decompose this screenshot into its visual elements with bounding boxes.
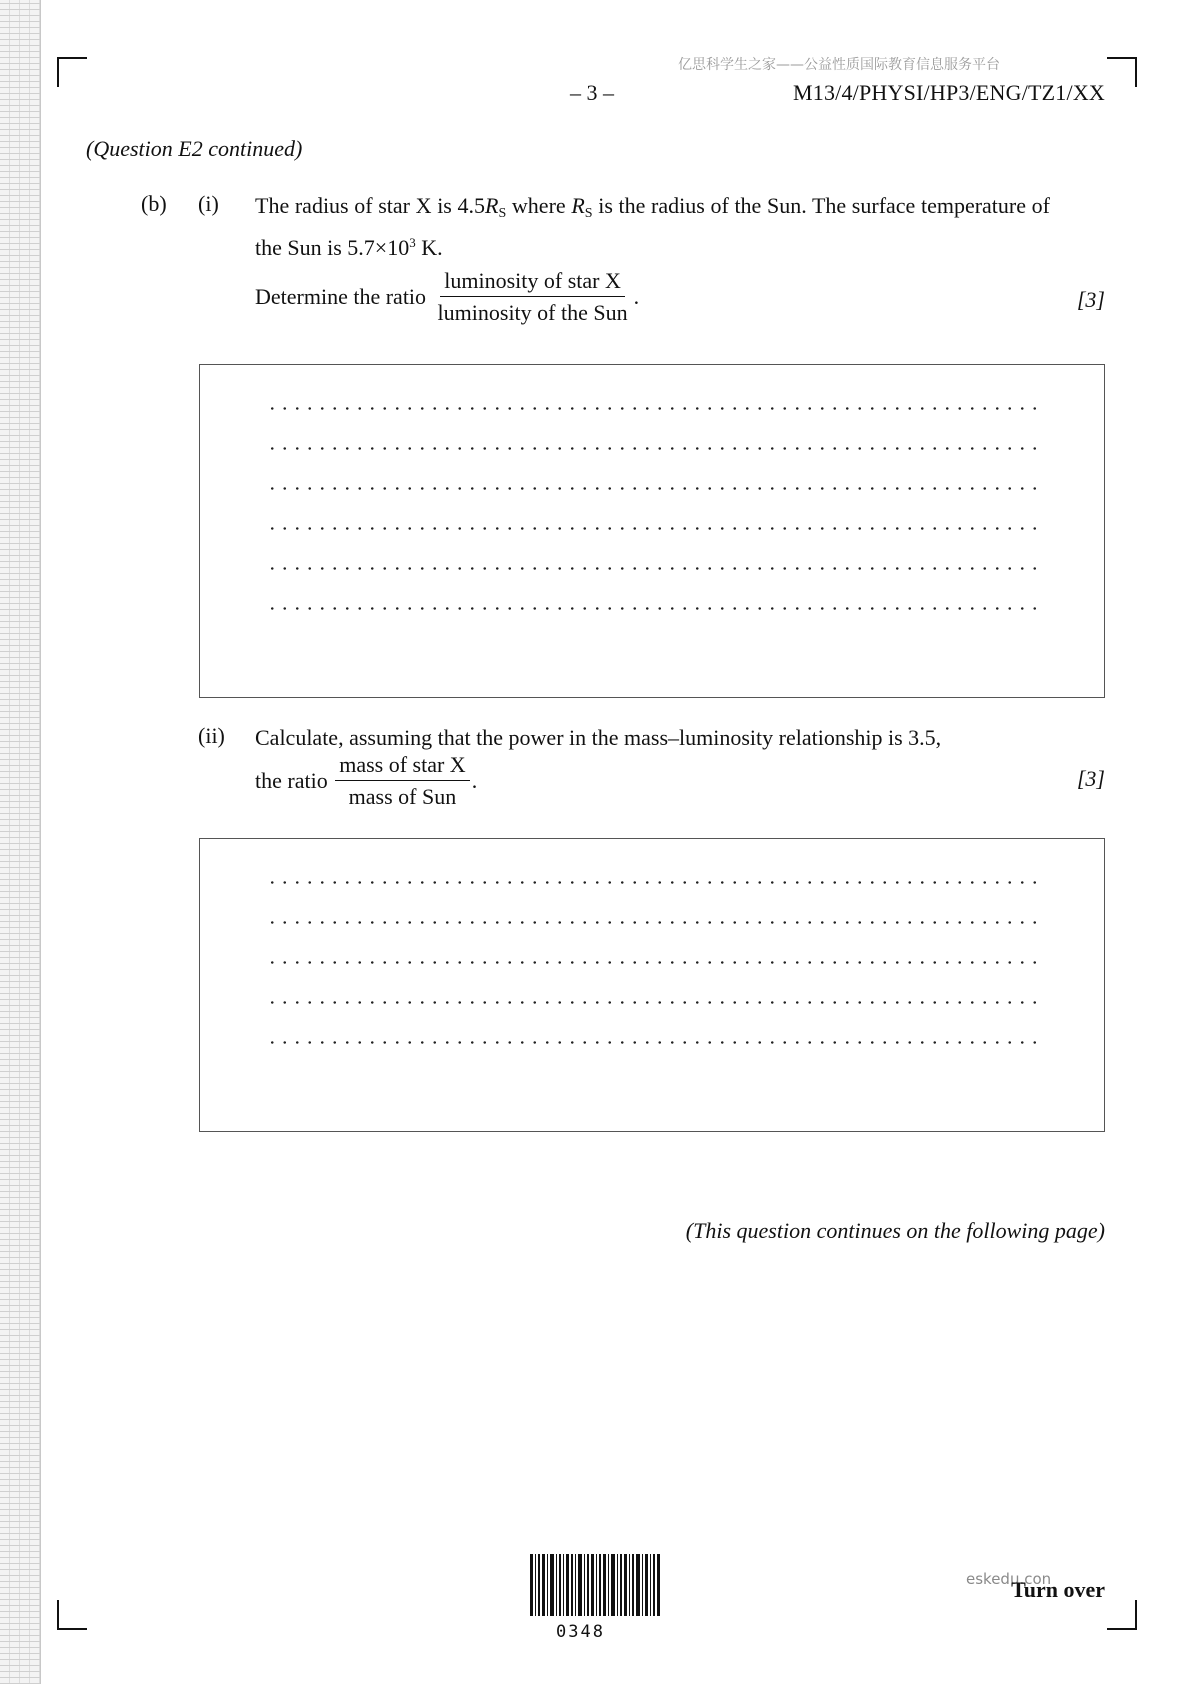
sub-ii-question-text: Calculate, assuming that the power in the mass–luminosity relationship is 3.5,	[255, 725, 942, 750]
answer-line[interactable]	[266, 1001, 1042, 1004]
sub-i-ratio-prompt: Determine the ratio $\frac{\text{luminosity of star X}}{\text{luminosity of the Sun}}$ .	[255, 268, 640, 325]
sub-ii-label: (ii)	[198, 723, 225, 748]
sub-ii-ratio-prompt: the ratio $\frac{\text{mass of star X}}{\text{mass of Sun}}$ .	[255, 752, 478, 809]
answer-line[interactable]	[266, 1041, 1042, 1044]
turn-over-label: Turn over	[1011, 1577, 1105, 1602]
question-continued-label: (Question E2 continued)	[86, 136, 303, 161]
footer-watermark: eskedu.con	[966, 1570, 1052, 1588]
page-number: – 3 –	[570, 80, 614, 105]
crop-mark-bottom-right	[1107, 1600, 1137, 1630]
answer-line[interactable]	[266, 607, 1042, 610]
answer-line[interactable]	[266, 487, 1042, 490]
answer-line[interactable]	[266, 921, 1042, 924]
crop-mark-top-left	[57, 57, 87, 87]
luminosity-numerator: luminosity of star X	[440, 268, 625, 297]
crop-mark-bottom-left	[57, 1600, 87, 1630]
sub-i-question-text: The radius of star X is $4.5R_S$ where $R_S$ is the radius of the Sun. The surface temperature of the Sun is $5.7\times 10^3$ K.	[255, 193, 1050, 260]
radius-symbol: R	[485, 193, 499, 218]
header-watermark: 亿思科学生之家——公益性质国际教育信息服务平台	[678, 57, 1000, 73]
part-b-label: (b)	[141, 191, 167, 216]
answer-line[interactable]	[266, 567, 1042, 570]
answer-line[interactable]	[266, 961, 1042, 964]
answer-line[interactable]	[266, 407, 1042, 410]
sub-i-marks: [3]	[1076, 287, 1105, 312]
luminosity-fraction	[434, 268, 632, 326]
scan-edge-strip	[0, 0, 41, 1684]
answer-line[interactable]	[266, 881, 1042, 884]
barcode-number: 0348	[556, 1622, 605, 1642]
answer-line[interactable]	[266, 527, 1042, 530]
answer-line[interactable]	[266, 447, 1042, 450]
barcode	[530, 1554, 662, 1616]
mass-fraction	[335, 752, 469, 810]
answer-box-i[interactable]	[199, 364, 1105, 698]
answer-box-ii[interactable]	[199, 838, 1105, 1132]
sub-ii-marks: [3]	[1076, 766, 1105, 791]
sub-i-label: (i)	[198, 191, 219, 216]
mass-numerator: mass of star X	[335, 752, 469, 781]
question-continues-note: (This question continues on the following page)	[685, 1218, 1105, 1243]
crop-mark-top-right	[1107, 57, 1137, 87]
exam-code: M13/4/PHYSI/HP3/ENG/TZ1/XX	[793, 80, 1105, 105]
mass-denominator: mass of Sun	[348, 784, 457, 809]
luminosity-denominator: luminosity of the Sun	[437, 300, 628, 325]
